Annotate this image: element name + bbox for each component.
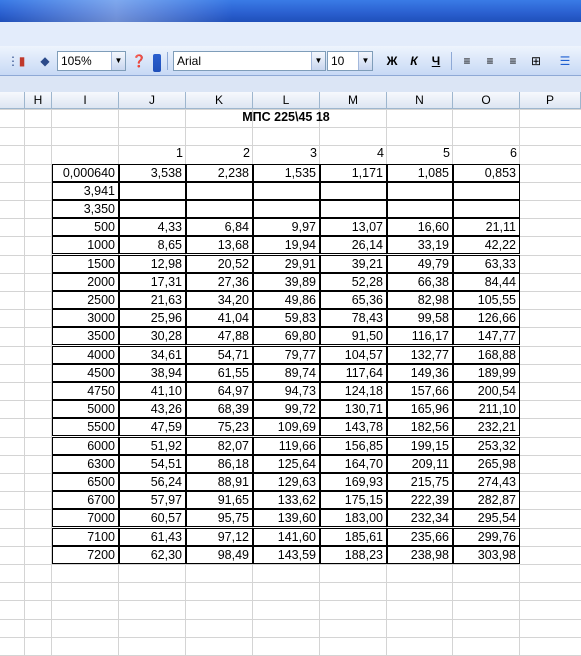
- value-cell[interactable]: 38,94: [119, 364, 186, 382]
- value-cell[interactable]: 188,23: [320, 546, 387, 564]
- titlebar-glare: [0, 0, 581, 22]
- row-key-cell[interactable]: 7000: [52, 509, 119, 527]
- zoom-combo[interactable]: [57, 51, 126, 71]
- row-key-cell[interactable]: 4750: [52, 382, 119, 400]
- chart-wizard-icon[interactable]: ▮: [18, 54, 26, 68]
- value-cell[interactable]: 175,15: [320, 491, 387, 509]
- value-cell[interactable]: 63,33: [453, 255, 520, 273]
- value-cell[interactable]: 124,18: [320, 382, 387, 400]
- value-cell[interactable]: 143,78: [320, 418, 387, 436]
- font-size-value: 10: [331, 54, 345, 68]
- value-cell[interactable]: 274,43: [453, 473, 520, 491]
- header-number-cell[interactable]: 5: [443, 146, 450, 160]
- toolbar-options-icon[interactable]: [153, 54, 161, 72]
- value-cell[interactable]: 60,57: [119, 509, 186, 527]
- coef-value-cell[interactable]: 3,538: [119, 164, 186, 182]
- extra-label-cell[interactable]: 3,350: [52, 200, 119, 218]
- value-cell[interactable]: 164,70: [320, 455, 387, 473]
- empty-cell[interactable]: [253, 182, 320, 200]
- italic-button[interactable]: К: [410, 54, 418, 68]
- value-cell[interactable]: 68,39: [186, 400, 253, 418]
- value-cell[interactable]: 147,77: [453, 327, 520, 345]
- value-cell[interactable]: 141,60: [253, 528, 320, 546]
- value-cell[interactable]: 78,43: [320, 309, 387, 327]
- value-cell[interactable]: 215,75: [387, 473, 453, 491]
- chevron-down-icon[interactable]: ▼: [311, 52, 325, 70]
- value-cell[interactable]: 232,21: [453, 418, 520, 436]
- value-cell[interactable]: 168,88: [453, 346, 520, 364]
- value-cell[interactable]: 34,61: [119, 346, 186, 364]
- coef-label-cell[interactable]: 0,000640: [52, 164, 119, 182]
- value-cell[interactable]: 133,62: [253, 491, 320, 509]
- value-cell[interactable]: 51,92: [119, 437, 186, 455]
- row-key-cell[interactable]: 6300: [52, 455, 119, 473]
- toolbar-separator: [167, 52, 168, 70]
- value-cell[interactable]: 21,63: [119, 291, 186, 309]
- value-cell[interactable]: 238,98: [387, 546, 453, 564]
- value-cell[interactable]: 235,66: [387, 528, 453, 546]
- value-cell[interactable]: 126,66: [453, 309, 520, 327]
- font-size-combo[interactable]: [327, 51, 373, 71]
- row-key-cell[interactable]: 1000: [52, 236, 119, 254]
- header-number-cell[interactable]: 2: [243, 146, 250, 160]
- value-cell[interactable]: 43,26: [119, 400, 186, 418]
- extra-label-cell[interactable]: 3,941: [52, 182, 119, 200]
- underline-button[interactable]: Ч: [431, 54, 441, 68]
- empty-cell[interactable]: [320, 182, 387, 200]
- value-cell[interactable]: 189,99: [453, 364, 520, 382]
- align-left-icon[interactable]: ≡: [463, 54, 471, 68]
- coef-value-cell[interactable]: 1,171: [320, 164, 387, 182]
- row-key-cell[interactable]: 7100: [52, 528, 119, 546]
- value-cell[interactable]: 64,97: [186, 382, 253, 400]
- value-cell[interactable]: 13,68: [186, 236, 253, 254]
- value-cell[interactable]: 222,39: [387, 491, 453, 509]
- value-cell[interactable]: 75,23: [186, 418, 253, 436]
- value-cell[interactable]: 39,21: [320, 255, 387, 273]
- row-key-cell[interactable]: 6700: [52, 491, 119, 509]
- formatting-toolbar: [0, 46, 581, 76]
- coef-value-cell[interactable]: 2,238: [186, 164, 253, 182]
- value-cell[interactable]: 125,64: [253, 455, 320, 473]
- value-cell[interactable]: 79,77: [253, 346, 320, 364]
- empty-cell[interactable]: [253, 200, 320, 218]
- empty-cell[interactable]: [453, 182, 520, 200]
- toolbar-grip-icon: ⋮: [7, 54, 19, 68]
- value-cell[interactable]: 49,86: [253, 291, 320, 309]
- chevron-down-icon[interactable]: ▼: [358, 52, 372, 70]
- value-cell[interactable]: 139,60: [253, 509, 320, 527]
- value-cell[interactable]: 295,54: [453, 509, 520, 527]
- value-cell[interactable]: 41,10: [119, 382, 186, 400]
- value-cell[interactable]: 97,12: [186, 528, 253, 546]
- value-cell[interactable]: 169,93: [320, 473, 387, 491]
- column-header-k[interactable]: K: [186, 92, 253, 109]
- value-cell[interactable]: 26,14: [320, 236, 387, 254]
- value-cell[interactable]: 59,83: [253, 309, 320, 327]
- row-key-cell[interactable]: 1500: [52, 255, 119, 273]
- value-cell[interactable]: 265,98: [453, 455, 520, 473]
- value-cell[interactable]: 91,50: [320, 327, 387, 345]
- sheet-title[interactable]: МПС 225\45 18: [242, 110, 330, 124]
- value-cell[interactable]: 25,96: [119, 309, 186, 327]
- value-cell[interactable]: 94,73: [253, 382, 320, 400]
- window-titlebar: [0, 0, 581, 22]
- value-cell[interactable]: 52,28: [320, 273, 387, 291]
- value-cell[interactable]: 4,33: [119, 218, 186, 236]
- value-cell[interactable]: 41,04: [186, 309, 253, 327]
- value-cell[interactable]: 30,28: [119, 327, 186, 345]
- value-cell[interactable]: 6,84: [186, 218, 253, 236]
- value-cell[interactable]: 21,11: [453, 218, 520, 236]
- currency-icon[interactable]: ☰: [559, 54, 571, 68]
- menu-band: [0, 22, 581, 46]
- row-key-cell[interactable]: 3000: [52, 309, 119, 327]
- value-cell[interactable]: 86,18: [186, 455, 253, 473]
- value-cell[interactable]: 17,31: [119, 273, 186, 291]
- value-cell[interactable]: 132,77: [387, 346, 453, 364]
- value-cell[interactable]: 232,34: [387, 509, 453, 527]
- empty-cell[interactable]: [387, 182, 453, 200]
- value-cell[interactable]: 185,61: [320, 528, 387, 546]
- empty-cell[interactable]: [453, 200, 520, 218]
- row-key-cell[interactable]: 5500: [52, 418, 119, 436]
- value-cell[interactable]: 299,76: [453, 528, 520, 546]
- row-key-cell[interactable]: 3500: [52, 327, 119, 345]
- coef-value-cell[interactable]: 0,853: [453, 164, 520, 182]
- column-header-h[interactable]: H: [25, 92, 52, 109]
- row-key-cell[interactable]: 2000: [52, 273, 119, 291]
- value-cell[interactable]: 27,36: [186, 273, 253, 291]
- row-key-cell[interactable]: 4000: [52, 346, 119, 364]
- select-all-corner[interactable]: [0, 92, 25, 109]
- empty-cell[interactable]: [320, 200, 387, 218]
- font-name-value: Arial: [177, 54, 202, 68]
- value-cell[interactable]: 12,98: [119, 255, 186, 273]
- value-cell[interactable]: 130,71: [320, 400, 387, 418]
- value-cell[interactable]: 116,17: [387, 327, 453, 345]
- row-key-cell[interactable]: 5000: [52, 400, 119, 418]
- value-cell[interactable]: 105,55: [453, 291, 520, 309]
- value-cell[interactable]: 209,11: [387, 455, 453, 473]
- value-cell[interactable]: 47,59: [119, 418, 186, 436]
- value-cell[interactable]: 303,98: [453, 546, 520, 564]
- row-key-cell[interactable]: 6500: [52, 473, 119, 491]
- value-cell[interactable]: 65,36: [320, 291, 387, 309]
- value-cell[interactable]: 62,30: [119, 546, 186, 564]
- value-cell[interactable]: 165,96: [387, 400, 453, 418]
- value-cell[interactable]: 211,10: [453, 400, 520, 418]
- column-header-o[interactable]: O: [453, 92, 520, 109]
- zoom-value: 105%: [61, 54, 92, 68]
- row-key-cell[interactable]: 7200: [52, 546, 119, 564]
- row-key-cell[interactable]: 500: [52, 218, 119, 236]
- value-cell[interactable]: 143,59: [253, 546, 320, 564]
- value-cell[interactable]: 95,75: [186, 509, 253, 527]
- spreadsheet-grid: [0, 109, 581, 656]
- value-cell[interactable]: 61,43: [119, 528, 186, 546]
- header-number-cell[interactable]: 3: [310, 146, 317, 160]
- value-cell[interactable]: 282,87: [453, 491, 520, 509]
- value-cell[interactable]: 119,66: [253, 437, 320, 455]
- value-cell[interactable]: 149,36: [387, 364, 453, 382]
- value-cell[interactable]: 66,38: [387, 273, 453, 291]
- value-cell[interactable]: 117,64: [320, 364, 387, 382]
- empty-cell[interactable]: [119, 200, 186, 218]
- value-cell[interactable]: 49,79: [387, 255, 453, 273]
- value-cell[interactable]: 33,19: [387, 236, 453, 254]
- value-cell[interactable]: 29,91: [253, 255, 320, 273]
- column-header-i[interactable]: I: [52, 92, 119, 109]
- help-icon[interactable]: ❓: [131, 54, 147, 68]
- value-cell[interactable]: 156,85: [320, 437, 387, 455]
- empty-cell[interactable]: [387, 200, 453, 218]
- align-center-icon[interactable]: ≡: [486, 54, 494, 68]
- row-key-cell[interactable]: 2500: [52, 291, 119, 309]
- value-cell[interactable]: 69,80: [253, 327, 320, 345]
- value-cell[interactable]: 84,44: [453, 273, 520, 291]
- row-key-cell[interactable]: 6000: [52, 437, 119, 455]
- value-cell[interactable]: 99,58: [387, 309, 453, 327]
- toolbar-separator: [451, 52, 452, 70]
- font-name-combo[interactable]: [173, 51, 326, 71]
- value-cell[interactable]: 82,98: [387, 291, 453, 309]
- coef-value-cell[interactable]: 1,535: [253, 164, 320, 182]
- empty-cell[interactable]: [186, 182, 253, 200]
- value-cell[interactable]: 109,69: [253, 418, 320, 436]
- value-cell[interactable]: 104,57: [320, 346, 387, 364]
- align-right-icon[interactable]: ≡: [509, 54, 517, 68]
- value-cell[interactable]: 200,54: [453, 382, 520, 400]
- value-cell[interactable]: 183,00: [320, 509, 387, 527]
- coef-value-cell[interactable]: 1,085: [387, 164, 453, 182]
- value-cell[interactable]: 16,60: [387, 218, 453, 236]
- value-cell[interactable]: 34,20: [186, 291, 253, 309]
- value-cell[interactable]: 99,72: [253, 400, 320, 418]
- formula-band: [0, 76, 581, 92]
- value-cell[interactable]: 82,07: [186, 437, 253, 455]
- value-cell[interactable]: 157,66: [387, 382, 453, 400]
- value-cell[interactable]: 54,71: [186, 346, 253, 364]
- header-number-cell[interactable]: 1: [176, 146, 183, 160]
- value-cell[interactable]: 13,07: [320, 218, 387, 236]
- value-cell[interactable]: 253,32: [453, 437, 520, 455]
- value-cell[interactable]: 54,51: [119, 455, 186, 473]
- value-cell[interactable]: 19,94: [253, 236, 320, 254]
- value-cell[interactable]: 129,63: [253, 473, 320, 491]
- value-cell[interactable]: 39,89: [253, 273, 320, 291]
- bold-button[interactable]: Ж: [386, 54, 398, 68]
- drawing-icon[interactable]: ◆: [40, 54, 50, 68]
- header-number-cell[interactable]: 6: [510, 146, 517, 160]
- value-cell[interactable]: 57,97: [119, 491, 186, 509]
- value-cell[interactable]: 182,56: [387, 418, 453, 436]
- value-cell[interactable]: 88,91: [186, 473, 253, 491]
- merge-center-icon[interactable]: ⊞: [530, 54, 542, 68]
- value-cell[interactable]: 199,15: [387, 437, 453, 455]
- value-cell[interactable]: 42,22: [453, 236, 520, 254]
- value-cell[interactable]: 61,55: [186, 364, 253, 382]
- header-number-cell[interactable]: 4: [377, 146, 384, 160]
- empty-cell[interactable]: [119, 182, 186, 200]
- value-cell[interactable]: 98,49: [186, 546, 253, 564]
- value-cell[interactable]: 56,24: [119, 473, 186, 491]
- value-cell[interactable]: 47,88: [186, 327, 253, 345]
- column-header-l[interactable]: L: [253, 92, 320, 109]
- column-header-p[interactable]: P: [520, 92, 581, 109]
- row-key-cell[interactable]: 4500: [52, 364, 119, 382]
- value-cell[interactable]: 89,74: [253, 364, 320, 382]
- value-cell[interactable]: 91,65: [186, 491, 253, 509]
- value-cell[interactable]: 8,65: [119, 236, 186, 254]
- value-cell[interactable]: 20,52: [186, 255, 253, 273]
- empty-cell[interactable]: [186, 200, 253, 218]
- column-header-n[interactable]: N: [387, 92, 453, 109]
- column-header-m[interactable]: M: [320, 92, 387, 109]
- chevron-down-icon[interactable]: ▼: [111, 52, 125, 70]
- column-header-j[interactable]: J: [119, 92, 186, 109]
- value-cell[interactable]: 9,97: [253, 218, 320, 236]
